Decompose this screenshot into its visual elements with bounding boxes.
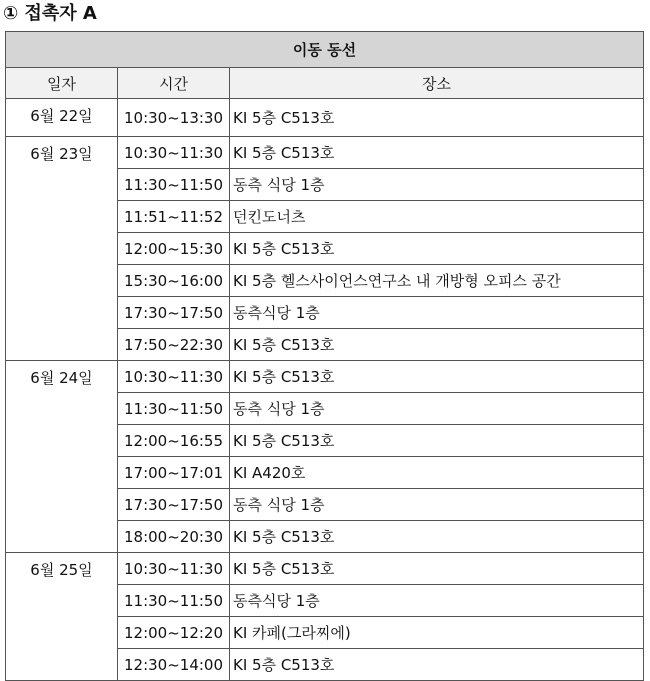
time-cell: 10:30~11:30 [118,361,230,393]
place-cell: KI 5층 C513호 [230,99,644,137]
place-cell: KI 카페(그라찌에) [230,617,644,649]
place-cell: 동측 식당 1층 [230,169,644,201]
place-cell: KI 5층 C513호 [230,649,644,681]
time-cell: 12:30~14:00 [118,649,230,681]
section-heading: ① 접촉자 A [3,3,97,24]
table-row [6,553,644,585]
time-cell: 17:50~22:30 [118,329,230,361]
time-cell: 12:00~12:20 [118,617,230,649]
place-cell: KI 5층 C513호 [230,521,644,553]
time-cell: 12:00~15:30 [118,233,230,265]
place-cell: KI A420호 [230,457,644,489]
place-cell: KI 5층 C513호 [230,425,644,457]
place-cell: KI 5층 C513호 [230,361,644,393]
column-header-date: 일자 [6,68,118,99]
time-cell: 10:30~13:30 [118,99,230,137]
date-cell: 6월 24일 [6,361,118,553]
column-header-place: 장소 [230,68,644,99]
movement-table [5,31,644,681]
table-title-row [6,32,644,68]
place-cell: KI 5층 C513호 [230,233,644,265]
place-cell: KI 5층 헬스사이언스연구소 내 개방형 오피스 공간 [230,265,644,297]
time-cell: 11:30~11:50 [118,393,230,425]
place-cell: KI 5층 C513호 [230,137,644,169]
time-cell: 10:30~11:30 [118,137,230,169]
place-cell: 동측식당 1층 [230,297,644,329]
table-row [6,137,644,169]
time-cell: 18:00~20:30 [118,521,230,553]
date-cell: 6월 22일 [6,99,118,137]
time-cell: 11:51~11:52 [118,201,230,233]
place-cell: 동측 식당 1층 [230,489,644,521]
time-cell: 11:30~11:50 [118,169,230,201]
time-cell: 11:30~11:50 [118,585,230,617]
place-cell: 던킨도너츠 [230,201,644,233]
time-cell: 15:30~16:00 [118,265,230,297]
time-cell: 17:00~17:01 [118,457,230,489]
table-header-row [6,68,644,99]
column-header-time: 시간 [118,68,230,99]
place-cell: 동측 식당 1층 [230,393,644,425]
time-cell: 12:00~16:55 [118,425,230,457]
date-cell: 6월 25일 [6,553,118,681]
date-cell: 6월 23일 [6,137,118,361]
place-cell: KI 5층 C513호 [230,553,644,585]
place-cell: 동측식당 1층 [230,585,644,617]
time-cell: 17:30~17:50 [118,489,230,521]
time-cell: 17:30~17:50 [118,297,230,329]
table-row [6,361,644,393]
place-cell: KI 5층 C513호 [230,329,644,361]
time-cell: 10:30~11:30 [118,553,230,585]
table-row [6,99,644,137]
table-body [6,99,644,681]
table-title: 이동 동선 [6,32,644,68]
